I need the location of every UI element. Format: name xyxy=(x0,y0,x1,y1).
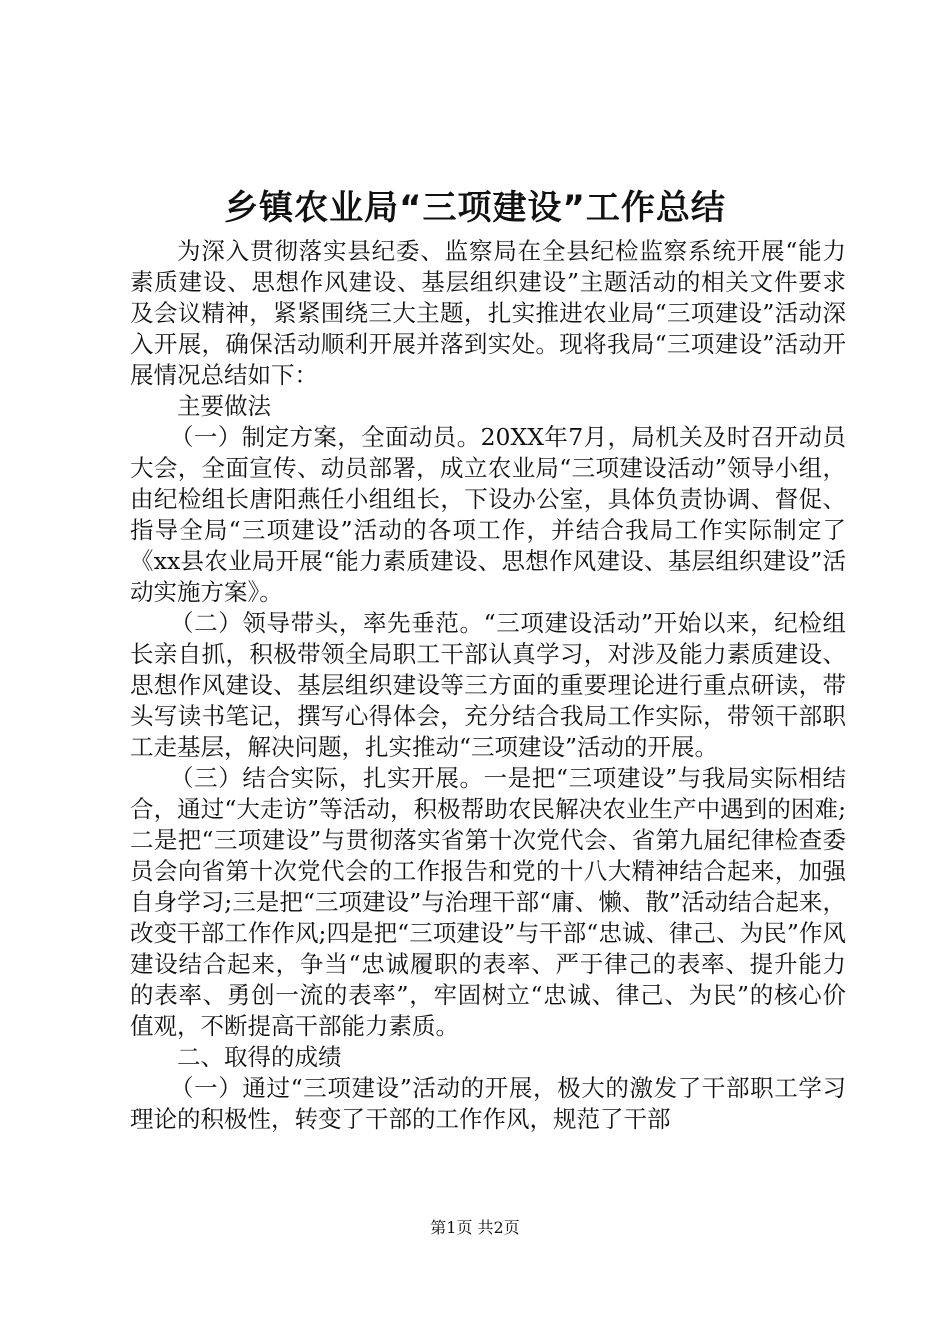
practice-paragraph-1: （一）制定方案，全面动员。20XX年7月，局机关及时召开动员大会，全面宣传、动员部署，成立农业局“三项建设活动”领导小组，由纪检组长唐阳燕任小组组长，下设办公室，具体负责协调、督促、指导全局“三项建设”活动的各项工作，并结合我局工作实际制定了《xx县农业局开展“能力素质建设、思想作风建设、基层组织建设”活动实施方案》。 xyxy=(130,423,846,606)
achievement-paragraph-1: （一）通过“三项建设”活动的开展，极大的激发了干部职工学习理论的积极性，转变了干部的工作作风，规范了干部 xyxy=(130,1074,846,1133)
section-heading-achievements: 二、取得的成绩 xyxy=(177,1043,342,1071)
document-title: 乡镇农业局“三项建设”工作总结 xyxy=(224,188,726,228)
section-heading-main-practices: 主要做法 xyxy=(177,392,271,420)
page-number: 第1页 共2页 xyxy=(430,1218,520,1237)
document-body xyxy=(130,236,846,1135)
intro-paragraph: 为深入贯彻落实县纪委、监察局在全县纪检监察系统开展“能力素质建设、思想作风建设、基层组织建设”主题活动的相关文件要求及会议精神，紧紧围绕三大主题，扎实推进农业局“三项建设”活动深入开展，确保活动顺利开展并落到实处。现将我局“三项建设”活动开展情况总结如下： xyxy=(130,237,846,389)
practice-paragraph-2: （二）领导带头，率先垂范。“三项建设活动”开始以来，纪检组长亲自抓，积极带领全局职工干部认真学习，对涉及能力素质建设、思想作风建设、基层组织建设等三方面的重要理论进行重点研读，带头写读书笔记，撰写心得体会，充分结合我局工作实际，带领干部职工走基层，解决问题，扎实推动“三项建设”活动的开展。 xyxy=(130,609,846,761)
practice-paragraph-3: （三）结合实际，扎实开展。一是把“三项建设”与我局实际相结合，通过“大走访”等活动，积极帮助农民解决农业生产中遇到的困难;二是把“三项建设”与贯彻落实省第十次党代会、省第九届纪律检查委员会向省第十次党代会的工作报告和党的十八大精神结合起来，加强自身学习;三是把“三项建设”与治理干部“庸、懒、散”活动结合起来，改变干部工作作风;四是把“三项建设”与干部“忠诚、律己、为民”作风建设结合起来，争当“忠诚履职的表率、严于律己的表率、提升能力的表率、勇创一流的表率”，牢固树立“忠诚、律己、为民”的核心价值观，不断提高干部能力素质。 xyxy=(130,764,846,1040)
